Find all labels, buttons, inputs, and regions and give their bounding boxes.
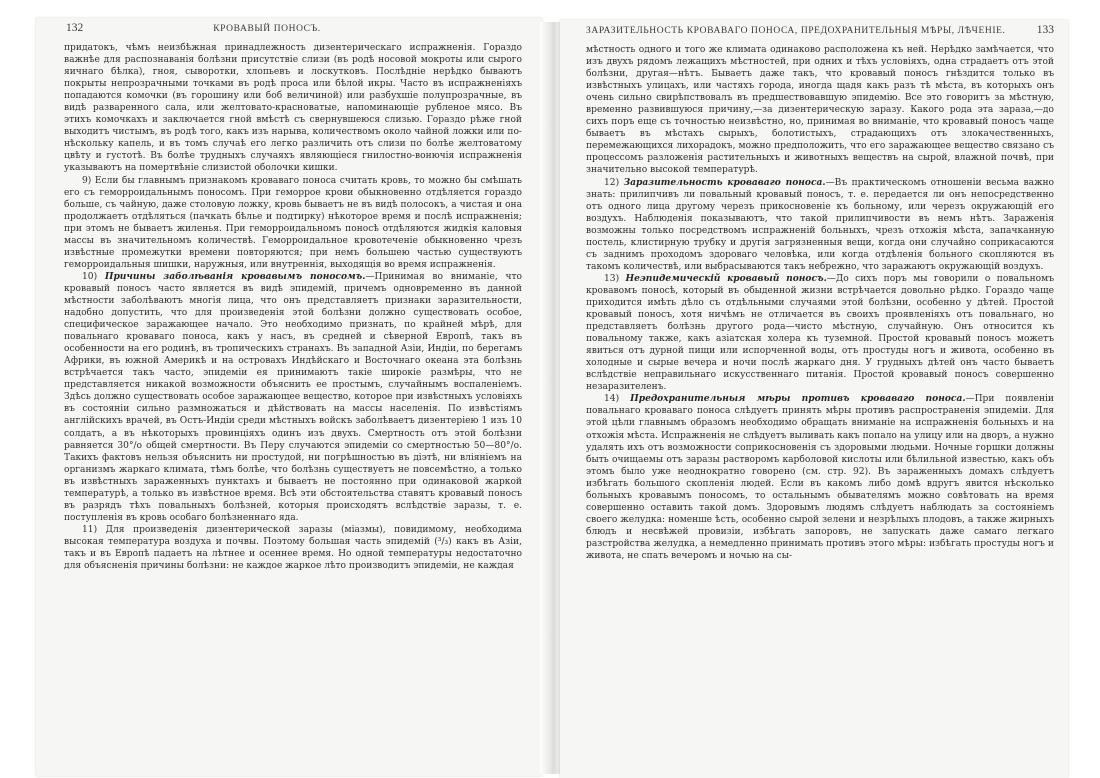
paragraph-text: Если бы главнымъ признакомъ кроваваго поноса считать кровь, то можно бы смѣшать его съ геморроидальнымъ поносомъ. При геморрое крови обыкновенно отдѣляется гораздо больше, съ чайную, даже столовую ложку, кровь бываетъ не въ видѣ полосокъ, а чистая и она продолжаетъ отдѣляться (пачкать бѣлье и подтирку) нѣкоторое время и послѣ испражненія; при этомъ не бываетъ жиленья. При геморроидальномъ поносѣ отдѣляются жидкія каловыя массы въ значительномъ количествѣ. Геморроидальное кровотеченіе обыкновенно чрезъ извѣстные промежутки времени повторяются; при немъ большею частью существуютъ геморроидальныя шишки, наружныя, или внутреннія, выходящія во время испражненія. [64, 175, 522, 270]
paragraph [64, 42, 522, 175]
paragraph-text: —При появленіи повальнаго кроваваго поноса слѣдуетъ принять мѣры противъ распространенія эпидеміи. Для этой цѣли главнымъ образомъ необходимо обращать вниманіе на испражненія больныхъ и на отхожія мѣста. Испражненія не слѣдуетъ выливать какъ попало на улицу или на дворъ, а нужно удалять ихъ отъ возможности соприкосновенія съ здоровыми людьми. Ночные горшки должны быть очищаемы отъ заразы растворомъ карболовой кислоты или бѣлильной известью, какъ объ этомъ было уже неоднократно говорено (см. стр. 92). Въ зараженныхъ домахъ слѣдуетъ избѣгать большого скопленія людей. Если въ какомъ либо домѣ вдругъ явится нѣсколько больныхъ кровавымъ поносомъ, то остальнымъ обывателямъ можно совѣтовать на время совершенно оставить такой домъ. Здоровымъ людямъ слѣдуетъ наблюдать за состояніемъ своего желудка: номенше ѣсть, особенно сырой зелени и незрѣлыхъ плодовъ, а также жирныхъ блюдъ и несвѣжей провизіи, избѣгать запоровъ, не запускать даже самаго легкаго разстройства желудка, а немедленно принимать противъ этого мѣры: избѣгать простуды ногъ и живота, не спать вечеромъ и ночью на сы- [586, 394, 1054, 561]
paragraph-number: 13) [604, 273, 620, 284]
paragraph-text: —Въ практическомъ отношеніи весьма важно знать: прилипчивъ ли повальный кровавый поносъ, т. е. передается ли онъ непосредственно отъ одного лица другому черезъ прикосновеніе къ больному, или черезъ окружающій его воздухъ. Наблюденія показываютъ, что такой прилипчивости въ немъ нѣтъ. Зараженія возможны только посредствомъ испражненій больныхъ, чрезъ отхожія мѣста, запачканную постель, клистирную трубку и другія загрязненныя вещи, когда они случайно соприкасаются съ заднимъ проходомъ здороваго человѣка, или когда отдѣленія больного скопляются въ такомъ количествѣ, или выбрасываются такъ небрежно, что заражаютъ окружающій воздухъ. [586, 177, 1054, 272]
paragraph-text: мѣстность одного и того же климата одинаково расположена къ ней. Нерѣдко замѣчается, что изъ двухъ рядомъ лежащихъ мѣстностей, при одних и тѣхъ условіяхъ, одна страдаетъ отъ этой болѣзни, другая—нѣтъ. Бываетъ даже такъ, что кровавый поносъ гнѣздится только въ извѣстныхъ улицахъ, или частяхъ города, иногда щадя какъ разъ тѣ мѣста, въ которыхъ онъ очень сильно свирѣпствовалъ въ предшествовавшую эпидемію. Все это говоритъ за мѣстную, временно развившуюся причину,—за дизентерическую заразу. Какого рода эта зараза,—до сихъ поръ еще съ точностью неизвѣстно, но, принимая во вниманіе, что кровавый поносъ чаще бываетъ въ мѣстахъ сырыхъ, болотистыхъ, страдающихъ отъ злокачественныхъ, перемежающихся лихорадокъ, можно предположить, что его заражающее вещество связано съ процессомъ разложенія растительныхъ и животныхъ веществъ на сырой, влажной почвѣ, при значительно высокой температурѣ. [586, 45, 1054, 176]
paragraph-text: Для произведенія дизентерической заразы (міазмы), повидимому, необходима высокая температура воздуха и почвы. Поэтому большая часть эпидемій (³/₃) какъ въ Азіи, такъ и въ Европѣ падаетъ на лѣтнее и осеннее время. Но одной температуры недостаточно для объясненія причины болѣзни: не каждое жаркое лѣто производитъ эпидеміи, не каждая [64, 524, 522, 572]
page-number: 132 [66, 22, 84, 34]
right-page-body [586, 44, 1054, 772]
paragraph-text: —До сихъ поръ мы говорили о повальномъ кровавомъ поносѣ, который въ обыденной жизни встрѣчается довольно рѣдко. Гораздо чаще приходится имѣть дѣло съ отдѣльными случаями этой болѣзни, особенно у дѣтей. Простой кровавый поносъ, хотя ничѣмъ не отличается въ своихъ проявленіяхъ отъ повальнаго, но представляетъ болѣзнь другого рода—чисто мѣстную, случайную. Онъ относится къ повальному также, какъ азіатская холера къ туземной. Простой кровавый поносъ можетъ явиться отъ дурной пищи или испорченной воды, отъ простуды ногъ и живота, особенно въ холодные и сырые вечера и ночи послѣ жаркаго дня. У грудныхъ дѣтей онъ часто бываетъ вслѣдствіе неправильнаго искусственнаго питанія. Простой кровавый поносъ совершенно незаразителенъ. [586, 273, 1054, 393]
paragraph [586, 177, 1054, 273]
paragraph [64, 524, 522, 572]
paragraph-text: придатокъ, чѣмъ неизбѣжная принадлежность дизентерическаго испражненія. Гораздо важнѣе для распознаванія болѣзни присутствіе слизи (въ родѣ носовой мокроты или сырого яичнаго бѣлка), гноя, сыворотки, хлопьевъ и лоскутковъ. Послѣдніе нерѣдко бываютъ покрыты непрозрачными точками въ родѣ проса или бѣлой икры. Часто въ испражненіяхъ попадаются комочки (въ горошину или боб величиной) или разбухшіе полупрозрачные, въ видѣ разваренного сала, или желтовато-красноватые, напоминающіе рубленое мясо. Въ этихъ комочкахъ и заключается гной вмѣстѣ съ свернувшеюся слизью. Гораздо рѣже гной выходитъ чистымъ, въ родѣ того, какъ изъ нарыва, количествомъ около чайной ложки или по-нѣскольку капель, и въ томъ случаѣ его легко различить отъ слизи по болѣе желтоватому цвѣту и густотѣ. Въ болѣе трудныхъ случаяхъ являющіеся гнилостно-вонючія испражненія указываютъ на помертвѣніе слизистой оболочки кишки. [64, 43, 522, 174]
paragraph-number: 9) [82, 175, 92, 186]
left-page-header [66, 22, 520, 34]
paragraph-text: —Принимая во вниманіе, что кровавый поносъ часто является въ видѣ эпидемій, причемъ одновременно въ данной мѣстности заболѣваютъ многія лица, что онъ представляетъ признаки заразительности, надобно допустить, что для произведенія этой болѣзни должно существовать особое, специфическое заражающее начало. Это необходимо признать, по крайней мѣрѣ, для повальнаго кроваваго поноса, какъ у насъ, въ средней и сѣверной Европѣ, такъ въ особенности на его родинѣ, въ тропическихъ странахъ. Въ западной Азіи, Индіи, по берегамъ Африки, въ южной Америкѣ и на островахъ Индѣйскаго и Восточнаго океана эта болѣзнь встрѣчается такъ часто, эпидеміи ея принимаютъ такіе широкіе размѣры, что не представляется никакой возможности объяснить ее простымъ, случайнымъ воспаленіемъ. Здѣсь должно существовать особое заражающее вещество, которое при извѣстныхъ условіяхъ въ состояніи сильно размножаться и дѣйствовать на массы населенія. По извѣстіямъ англійскихъ врачей, въ Остъ-Индіи среди мѣстныхъ войскъ заболѣваетъ дизентеріею 1 изъ 10 солдатъ, а въ нѣкоторыхъ провинціяхъ одинъ изъ двухъ. Смертность отъ этой болѣзни равняется 30°/о общей смертности. Въ Перу случаются эпидеміи со смертностью 50—80°/о. Такихъ фактовъ нельзя объяснить ни простудой, ни погрѣшностью въ діэтѣ, ни вліяніемъ на организмъ жаркаго климата, тѣмъ болѣе, что болѣзнь существуетъ не повсемѣстно, а только въ извѣстныхъ зараженныхъ пунктахъ и бываетъ не постоянно при одинаковой жаркой температурѣ, а только въ извѣстное время. Всѣ эти обстоятельства ставятъ кровавый поносъ въ разрядъ тѣхъ повальныхъ болѣзней, которыя происходятъ вслѣдствіе заразы, т. е. поступленія въ кровь особаго болѣзненнаго яда. [64, 271, 522, 523]
paragraph [586, 273, 1054, 393]
running-head: КРОВАВЫЙ ПОНОСЪ. [213, 24, 321, 34]
section-subtitle: Заразительность кроваваго поноса. [623, 176, 826, 188]
page-number: 133 [1036, 24, 1054, 36]
paragraph-number: 10) [82, 271, 98, 282]
paragraph [586, 393, 1054, 562]
right-page-header [586, 24, 1054, 36]
book-gutter [540, 22, 562, 774]
left-page [36, 18, 542, 776]
left-page-body [64, 42, 522, 770]
paragraph [64, 175, 522, 271]
running-head: ЗАРАЗИТЕЛЬНОСТЬ КРОВАВАГО ПОНОСА, ПРЕДОХРАНИТЕЛЬНЫЯ МѢРЫ, ЛѢЧЕНІЕ. [586, 26, 1006, 36]
paragraph [586, 44, 1054, 177]
paragraph-number: 12) [604, 177, 620, 188]
paragraph-number: 11) [82, 524, 98, 535]
section-subtitle: Предохранительныя мѣры противъ кроваваго поноса. [630, 393, 966, 405]
paragraph [64, 271, 522, 524]
right-page [560, 20, 1068, 778]
section-subtitle: Причины заболѣванія кровавымъ поносомъ. [104, 270, 366, 282]
paragraph-number: 14) [604, 394, 620, 405]
section-subtitle: Неэпидемическій кровавый поносъ. [625, 272, 827, 284]
